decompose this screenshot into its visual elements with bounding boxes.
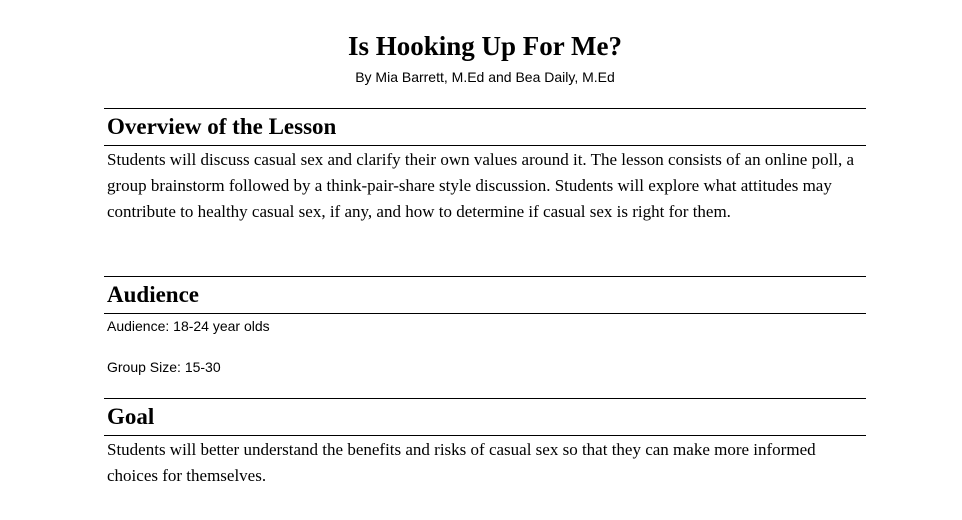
goal-body: Students will better understand the benefits and risks of casual sex so that they can make more informed choices for themselves. (107, 440, 816, 485)
document-title: Is Hooking Up For Me? (347, 31, 623, 61)
overview-body: Students will discuss casual sex and clarify their own values around it. The lesson consists of an online poll, a group brainstorm followed by a think-pair-share style discussion. Students will explore what attitudes may contribute to healthy casual sex, if any, and how to determine if casual sex is right for them. (107, 150, 855, 221)
section-goal (104, 398, 866, 489)
section-audience (104, 276, 866, 376)
group-size-line: Group Size: 15-30 (107, 359, 221, 375)
document-byline: By Mia Barrett, M.Ed and Bea Daily, M.Ed (355, 69, 615, 85)
section-heading-goal: Goal (107, 404, 155, 429)
audience-line: Audience: 18-24 year olds (107, 318, 270, 334)
section-heading-audience: Audience (107, 282, 199, 307)
section-heading-overview: Overview of the Lesson (107, 114, 337, 139)
section-overview (104, 108, 866, 225)
